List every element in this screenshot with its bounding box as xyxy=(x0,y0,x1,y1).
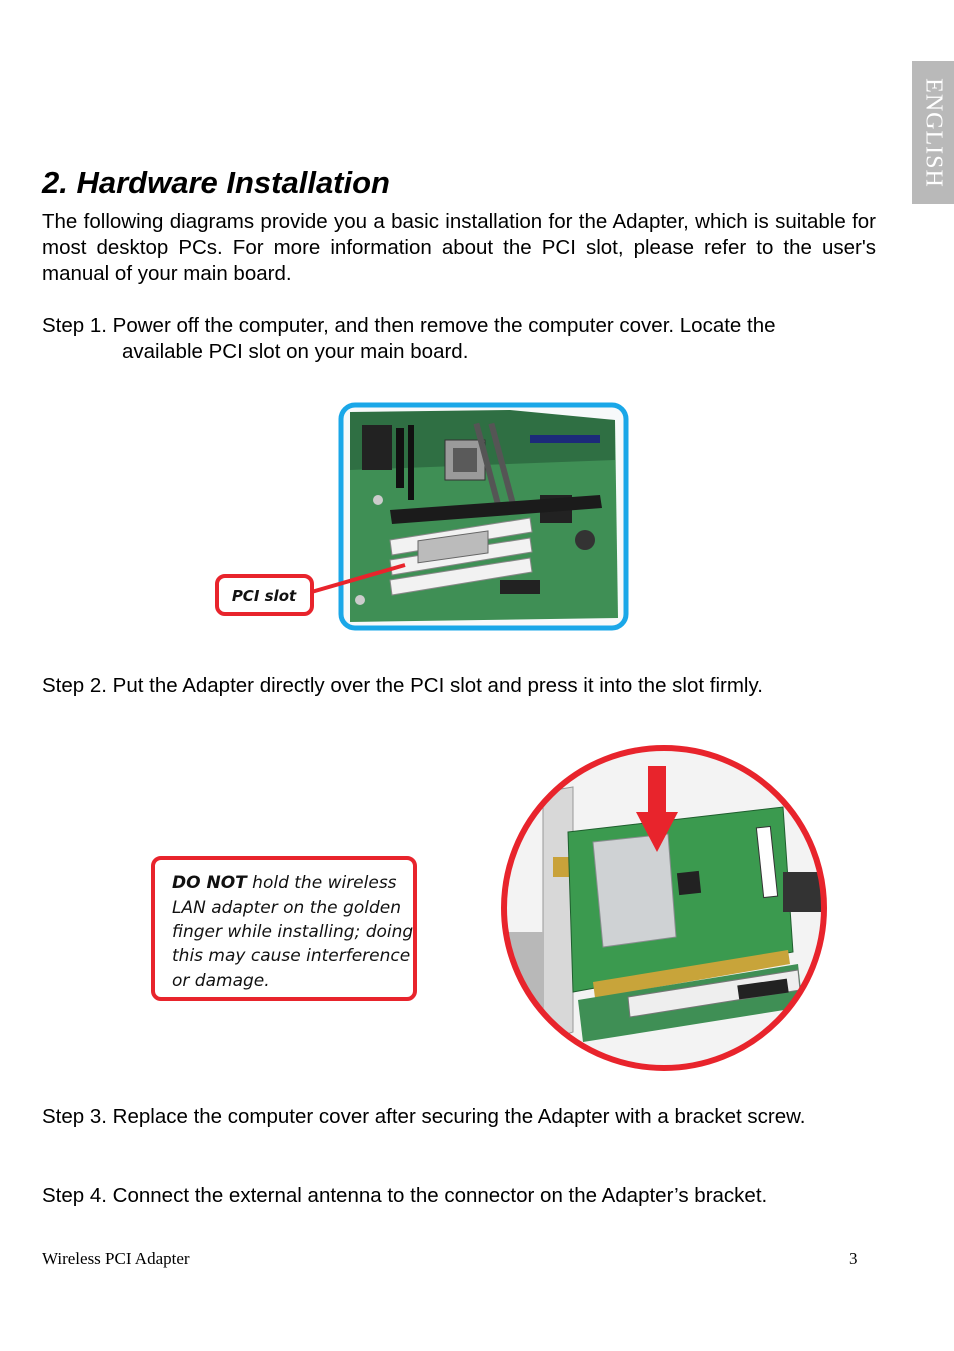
footer-product-name: Wireless PCI Adapter xyxy=(42,1249,190,1268)
warning-bold: DO NOT xyxy=(172,873,247,893)
step-3-label: Step 3. xyxy=(42,1105,107,1128)
rf-shield xyxy=(593,834,676,947)
warning-line2: LAN adapter on the golden xyxy=(172,898,401,918)
motherboard-image xyxy=(350,410,618,622)
pci-slot-callout-label: PCI slot xyxy=(231,587,297,605)
step-1 xyxy=(42,313,876,365)
warning-line4: this may cause interference xyxy=(172,946,411,966)
step-4-text: Connect the external antenna to the connector on the Adapter’s bracket. xyxy=(112,1184,768,1207)
intro-paragraph: The following diagrams provide you a basic installation for the Adapter, which is suitable for most desktop PCs. For more information about the PCI slot, please refer to the user's manual of your main board. xyxy=(42,210,876,285)
step-2-label: Step 2. xyxy=(42,674,107,697)
adapter-insertion-figure xyxy=(498,742,833,1077)
adapter-bracket xyxy=(543,787,573,1042)
step-1-label: Step 1. xyxy=(42,314,107,337)
step-4-label: Step 4. xyxy=(42,1184,107,1207)
step-3 xyxy=(42,1104,876,1130)
step-1-text-line1: Power off the computer, and then remove the computer cover. Locate the xyxy=(112,314,776,337)
warning-line1: hold the wireless xyxy=(246,873,397,893)
motherboard-figure xyxy=(210,400,635,635)
page-number: 3 xyxy=(849,1249,858,1268)
step-2-text: Put the Adapter directly over the PCI slot and press it into the slot firmly. xyxy=(112,674,763,697)
warning-callout xyxy=(150,855,420,1005)
page-title: 2. Hardware Installation xyxy=(42,165,390,200)
step-2 xyxy=(42,673,876,699)
step-4 xyxy=(42,1183,876,1209)
step-3-text: Replace the computer cover after securing the Adapter with a bracket screw. xyxy=(112,1105,806,1128)
step-1-text-line2: available PCI slot on your main board. xyxy=(122,340,469,363)
warning-line3: finger while installing; doing xyxy=(172,922,414,942)
language-tab-label: ENGLISH xyxy=(920,77,947,188)
language-tab xyxy=(912,61,954,204)
warning-line5: or damage. xyxy=(172,971,270,991)
svg-text:DO NOT hold the wireless xyxy=(172,873,397,893)
